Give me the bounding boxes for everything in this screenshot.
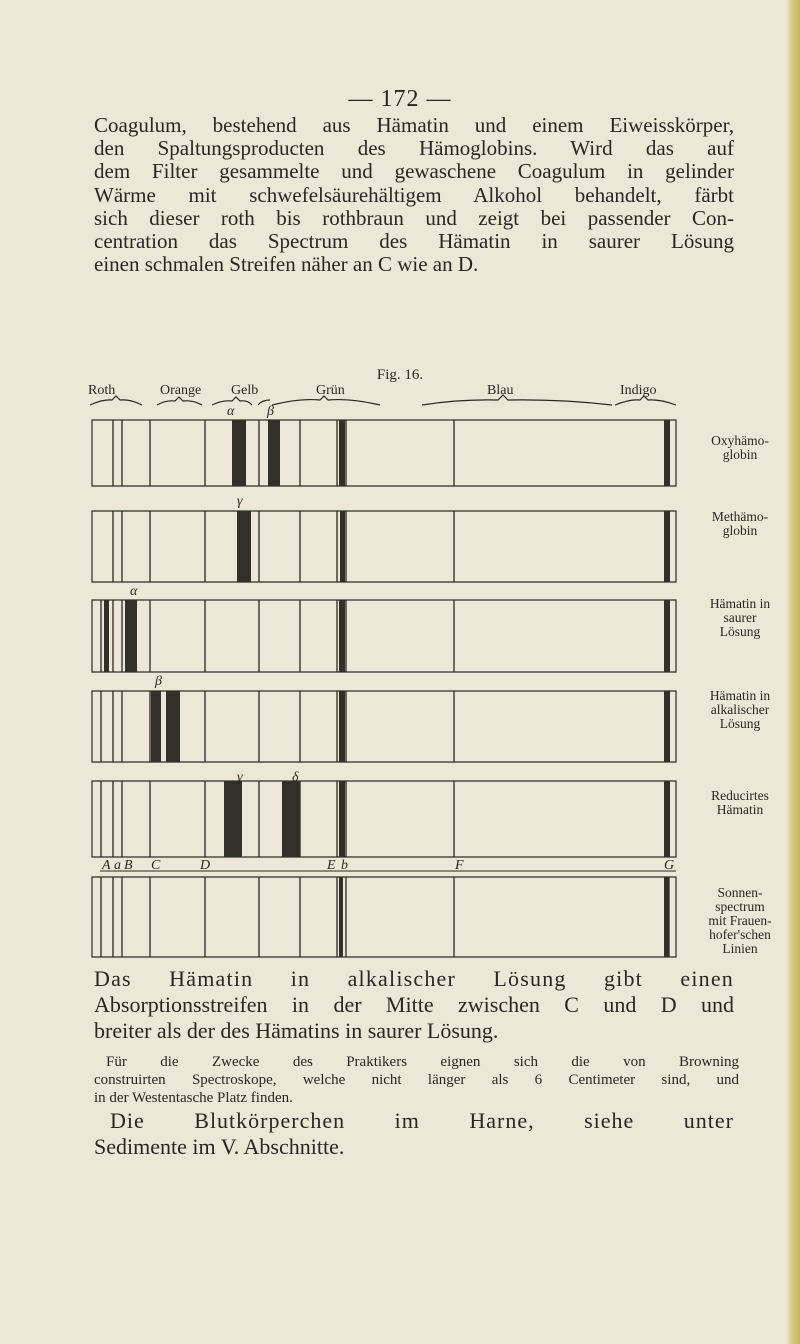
row-label-line: Hämatin in bbox=[709, 596, 771, 611]
text-line: Coagulum, bestehend aus Hämatin und einem Eiweisskörper, bbox=[94, 113, 734, 137]
line-letter: a bbox=[114, 858, 121, 873]
line-letter: G bbox=[664, 858, 675, 873]
absorption-band bbox=[268, 420, 280, 486]
text-line: Die Blutkörperchen im Harne, siehe unter bbox=[110, 1108, 734, 1133]
text-line: Wärme mit schwefelsäurehältigem Alkohol behandelt, färbt bbox=[94, 182, 734, 207]
absorption-band bbox=[339, 781, 345, 857]
band-marker: α bbox=[227, 404, 235, 419]
row-label-sonnenspectrum bbox=[688, 886, 792, 956]
figure-caption: Fig. 16. bbox=[376, 367, 424, 383]
line-letter: E bbox=[327, 858, 336, 873]
band-marker: γ bbox=[237, 494, 243, 509]
line-letter: D bbox=[200, 858, 211, 873]
row-label-haematin-alkalisch bbox=[688, 689, 792, 731]
absorption-band bbox=[664, 420, 670, 486]
absorption-band bbox=[664, 877, 669, 957]
band-marker: δ bbox=[292, 770, 299, 785]
row-label-methaemoglobin bbox=[688, 510, 792, 538]
line-letter: C bbox=[151, 858, 161, 873]
text-line: Sedimente im V. Abschnitte. bbox=[94, 1134, 345, 1159]
absorption-band bbox=[664, 600, 670, 672]
row-label-line: Methämo- bbox=[711, 509, 769, 524]
absorption-band bbox=[664, 511, 670, 582]
absorption-band bbox=[125, 600, 137, 672]
paragraph-3 bbox=[94, 1053, 739, 1107]
band-marker: β bbox=[267, 404, 274, 419]
text-line: breiter als der des Hämatins in saurer Lösung. bbox=[94, 1018, 499, 1043]
color-braces bbox=[90, 395, 676, 405]
row-label-line: Sonnen- bbox=[717, 885, 763, 900]
spectrum-row-frame bbox=[92, 420, 676, 486]
row-label-line: Lösung bbox=[719, 624, 761, 639]
spectrum-row-frame bbox=[92, 511, 676, 582]
absorption-band bbox=[224, 781, 242, 857]
spectrum-row-frame bbox=[92, 877, 676, 957]
line-letter: F bbox=[455, 858, 464, 873]
absorption-band bbox=[166, 691, 180, 762]
row-label-line: saurer bbox=[723, 610, 757, 625]
text-line: Das Hämatin in alkalischer Lösung gibt einen bbox=[94, 966, 734, 991]
band-marker: γ bbox=[237, 770, 243, 785]
text-line: construirten Spectroskope, welche nicht länger als 6 Centimeter sind, und bbox=[94, 1072, 739, 1088]
color-label-orange: Orange bbox=[160, 383, 202, 398]
band-marker: β bbox=[155, 674, 162, 689]
text-line: dem Filter gesammelte und gewaschene Coagulum in gelinder bbox=[94, 159, 734, 184]
text-line: Für die Zwecke des Praktikers eignen sich die von Browning bbox=[106, 1054, 739, 1070]
text-line: den Spaltungsproducten des Hämoglobins. Wird das auf bbox=[94, 136, 734, 161]
spectrum-row-frame bbox=[92, 600, 676, 672]
absorption-band bbox=[237, 511, 251, 582]
row-label-line: globin bbox=[722, 447, 758, 462]
row-label-line: alkalischer bbox=[710, 702, 770, 717]
text-line: centration das Spectrum des Hämatin in saurer Lösung bbox=[94, 229, 734, 254]
absorption-band bbox=[282, 781, 300, 857]
absorption-band bbox=[664, 781, 670, 857]
absorption-band bbox=[339, 420, 345, 486]
text-line: in der Westentasche Platz finden. bbox=[94, 1090, 293, 1106]
text-line: einen schmalen Streifen näher an C wie an D. bbox=[94, 252, 479, 277]
color-label-blau: Blau bbox=[487, 383, 514, 398]
band-marker: α bbox=[130, 584, 138, 599]
absorption-band bbox=[664, 691, 670, 762]
page-number: — 172 — bbox=[348, 86, 452, 112]
row-label-line: globin bbox=[722, 523, 758, 538]
row-label-reducirtes-haematin bbox=[688, 789, 792, 817]
color-label-indigo: Indigo bbox=[620, 383, 657, 398]
text-line: sich dieser roth bis rothbraun und zeigt bei passender Con- bbox=[94, 205, 734, 230]
row-label-line: spectrum bbox=[715, 899, 765, 914]
color-label-gruen: Grün bbox=[316, 383, 345, 398]
row-label-oxyhaemoglobin bbox=[688, 434, 792, 462]
row-label-line: Hämatin bbox=[716, 802, 764, 817]
paragraph-2 bbox=[94, 966, 734, 1044]
line-letter: B bbox=[124, 858, 133, 873]
absorption-band bbox=[339, 877, 343, 957]
absorption-band bbox=[339, 691, 345, 762]
row-label-haematin-sauer bbox=[688, 597, 792, 639]
absorption-band bbox=[104, 600, 109, 672]
text-line: Absorptionsstreifen in der Mitte zwischen C und D und bbox=[94, 992, 734, 1017]
absorption-band bbox=[340, 511, 345, 582]
spectrum-row-frame bbox=[92, 781, 676, 857]
line-letter: b bbox=[341, 858, 348, 873]
row-label-line: Oxyhämo- bbox=[711, 433, 769, 448]
row-label-line: hofer'schen bbox=[709, 927, 771, 942]
row-label-line: Lösung bbox=[719, 716, 761, 731]
row-label-line: mit Frauen- bbox=[708, 913, 772, 928]
row-label-line: Hämatin in bbox=[709, 688, 771, 703]
row-label-line: Linien bbox=[722, 941, 758, 956]
row-label-line: Reducirtes bbox=[711, 788, 769, 803]
color-label-gelb: Gelb bbox=[231, 383, 259, 398]
line-letter: A bbox=[102, 858, 111, 873]
absorption-band bbox=[151, 691, 161, 762]
absorption-band bbox=[339, 600, 345, 672]
absorption-band bbox=[232, 420, 246, 486]
paragraph-4 bbox=[94, 1108, 734, 1160]
color-label-roth: Roth bbox=[88, 383, 116, 398]
